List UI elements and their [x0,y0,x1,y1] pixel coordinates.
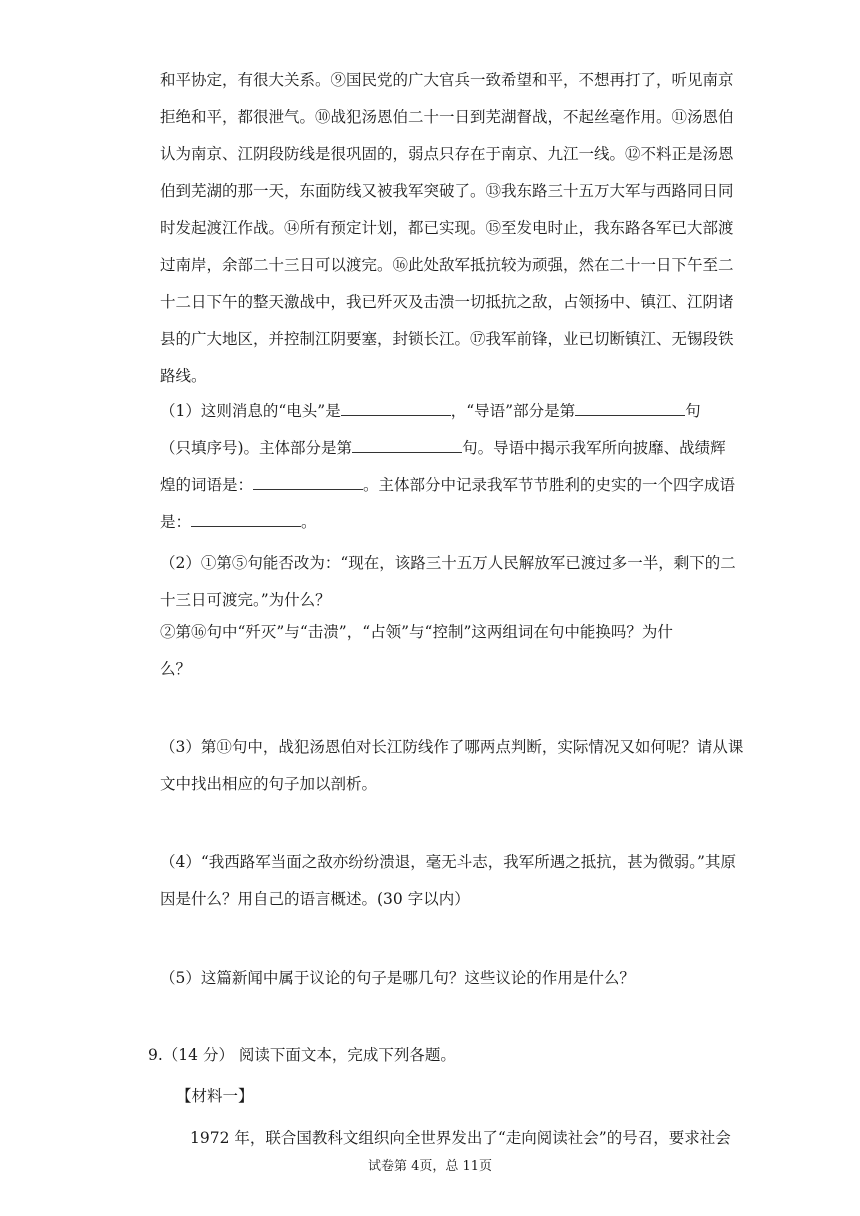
question-1-line-3 [160,474,735,495]
question-1-line-1 [160,400,701,421]
question-4-line-2: 因是什么？用自己的语言概述。(30 字以内） [160,890,470,908]
question-1-line-2 [160,437,726,458]
question-text: ，“导语”部分是第 [450,402,576,420]
question-5-line-1: （5）这篇新闻中属于议论的句子是哪几句？这些议论的作用是什么？ [160,969,635,987]
question-text: 煌的词语是： [160,476,254,494]
question-text: 。 [301,513,317,531]
question-2-line-1: （2）①第⑤句能否改为：“现在，该路三十五万人民解放军已渡过多一半，剩下的二 [160,554,736,572]
passage-line: 县的广大地区，并控制江阴要塞，封锁长江。⑰我军前锋，业已切断镇江、无锡段铁 [160,330,734,348]
question-text: 句。导语中揭示我军所向披靡、战绩辉 [462,439,726,457]
answer-blank[interactable] [191,511,301,527]
passage-line: 和平协定，有很大关系。⑨国民党的广大官兵一致希望和平，不想再打了，听见南京 [160,71,734,89]
answer-blank[interactable] [575,400,685,416]
passage-line: 十二日下午的整天激战中，我已歼灭及击溃一切抵抗之敌，占领扬中、镇江、江阴诸 [160,293,734,311]
question-3-line-1: （3）第⑪句中，战犯汤恩伯对长江防线作了哪两点判断，实际情况又如何呢？请从课 [160,738,744,756]
passage-line: 伯到芜湖的那一天，东面防线又被我军突破了。⑬我东路三十五万大军与西路同日同 [160,182,734,200]
answer-blank[interactable] [341,400,451,416]
question-text: 是： [160,513,192,531]
material-label: 【材料一】 [176,1087,254,1105]
question-9-heading: 9.（14 分） 阅读下面文本，完成下列各题。 [148,1046,456,1064]
question-2-line-3: ②第⑯句中“歼灭”与“击溃”，“占领”与“控制”这两组词在句中能换吗？为什 [160,623,673,641]
answer-blank[interactable] [352,437,462,453]
passage-line: 时发起渡江作战。⑭所有预定计划，都已实现。⑮至发电时止，我东路各军已大部渡 [160,219,734,237]
page-footer: 试卷第 4页，总 11页 [367,1159,493,1174]
passage-line: 认为南京、江阴段防线是很巩固的，弱点只存在于南京、九江一线。⑫不料正是汤恩 [160,145,734,163]
question-4-line-1: （4）“我西路军当面之敌亦纷纷溃退，毫无斗志，我军所遇之抵抗，甚为微弱。”其原 [160,853,736,871]
question-text: （只填序号)。主体部分是第 [160,439,353,457]
question-2-line-4: 么？ [160,660,192,678]
passage-line: 路线。 [160,367,207,385]
question-3-line-2: 文中找出相应的句子加以剖析。 [160,775,378,793]
question-text: 。主体部分中记录我军节节胜利的史实的一个四字成语 [363,476,736,494]
passage-line: 拒绝和平，都很泄气。⑩战犯汤恩伯二十一日到芜湖督战，不起丝毫作用。⑪汤恩伯 [160,108,734,126]
question-2-line-2: 十三日可渡完。”为什么？ [160,591,331,609]
answer-blank[interactable] [253,474,363,490]
question-text: 句 [685,402,701,420]
passage-line: 过南岸，余部二十三日可以渡完。⑯此处敌军抵抗较为顽强，然在二十一日下午至二 [160,256,734,274]
material-text: 1972 年，联合国教科文组织向全世界发出了“走向阅读社会”的号召，要求社会 [190,1129,731,1147]
question-1-line-4 [160,511,317,532]
question-text: （1）这则消息的“电头”是 [160,402,341,420]
